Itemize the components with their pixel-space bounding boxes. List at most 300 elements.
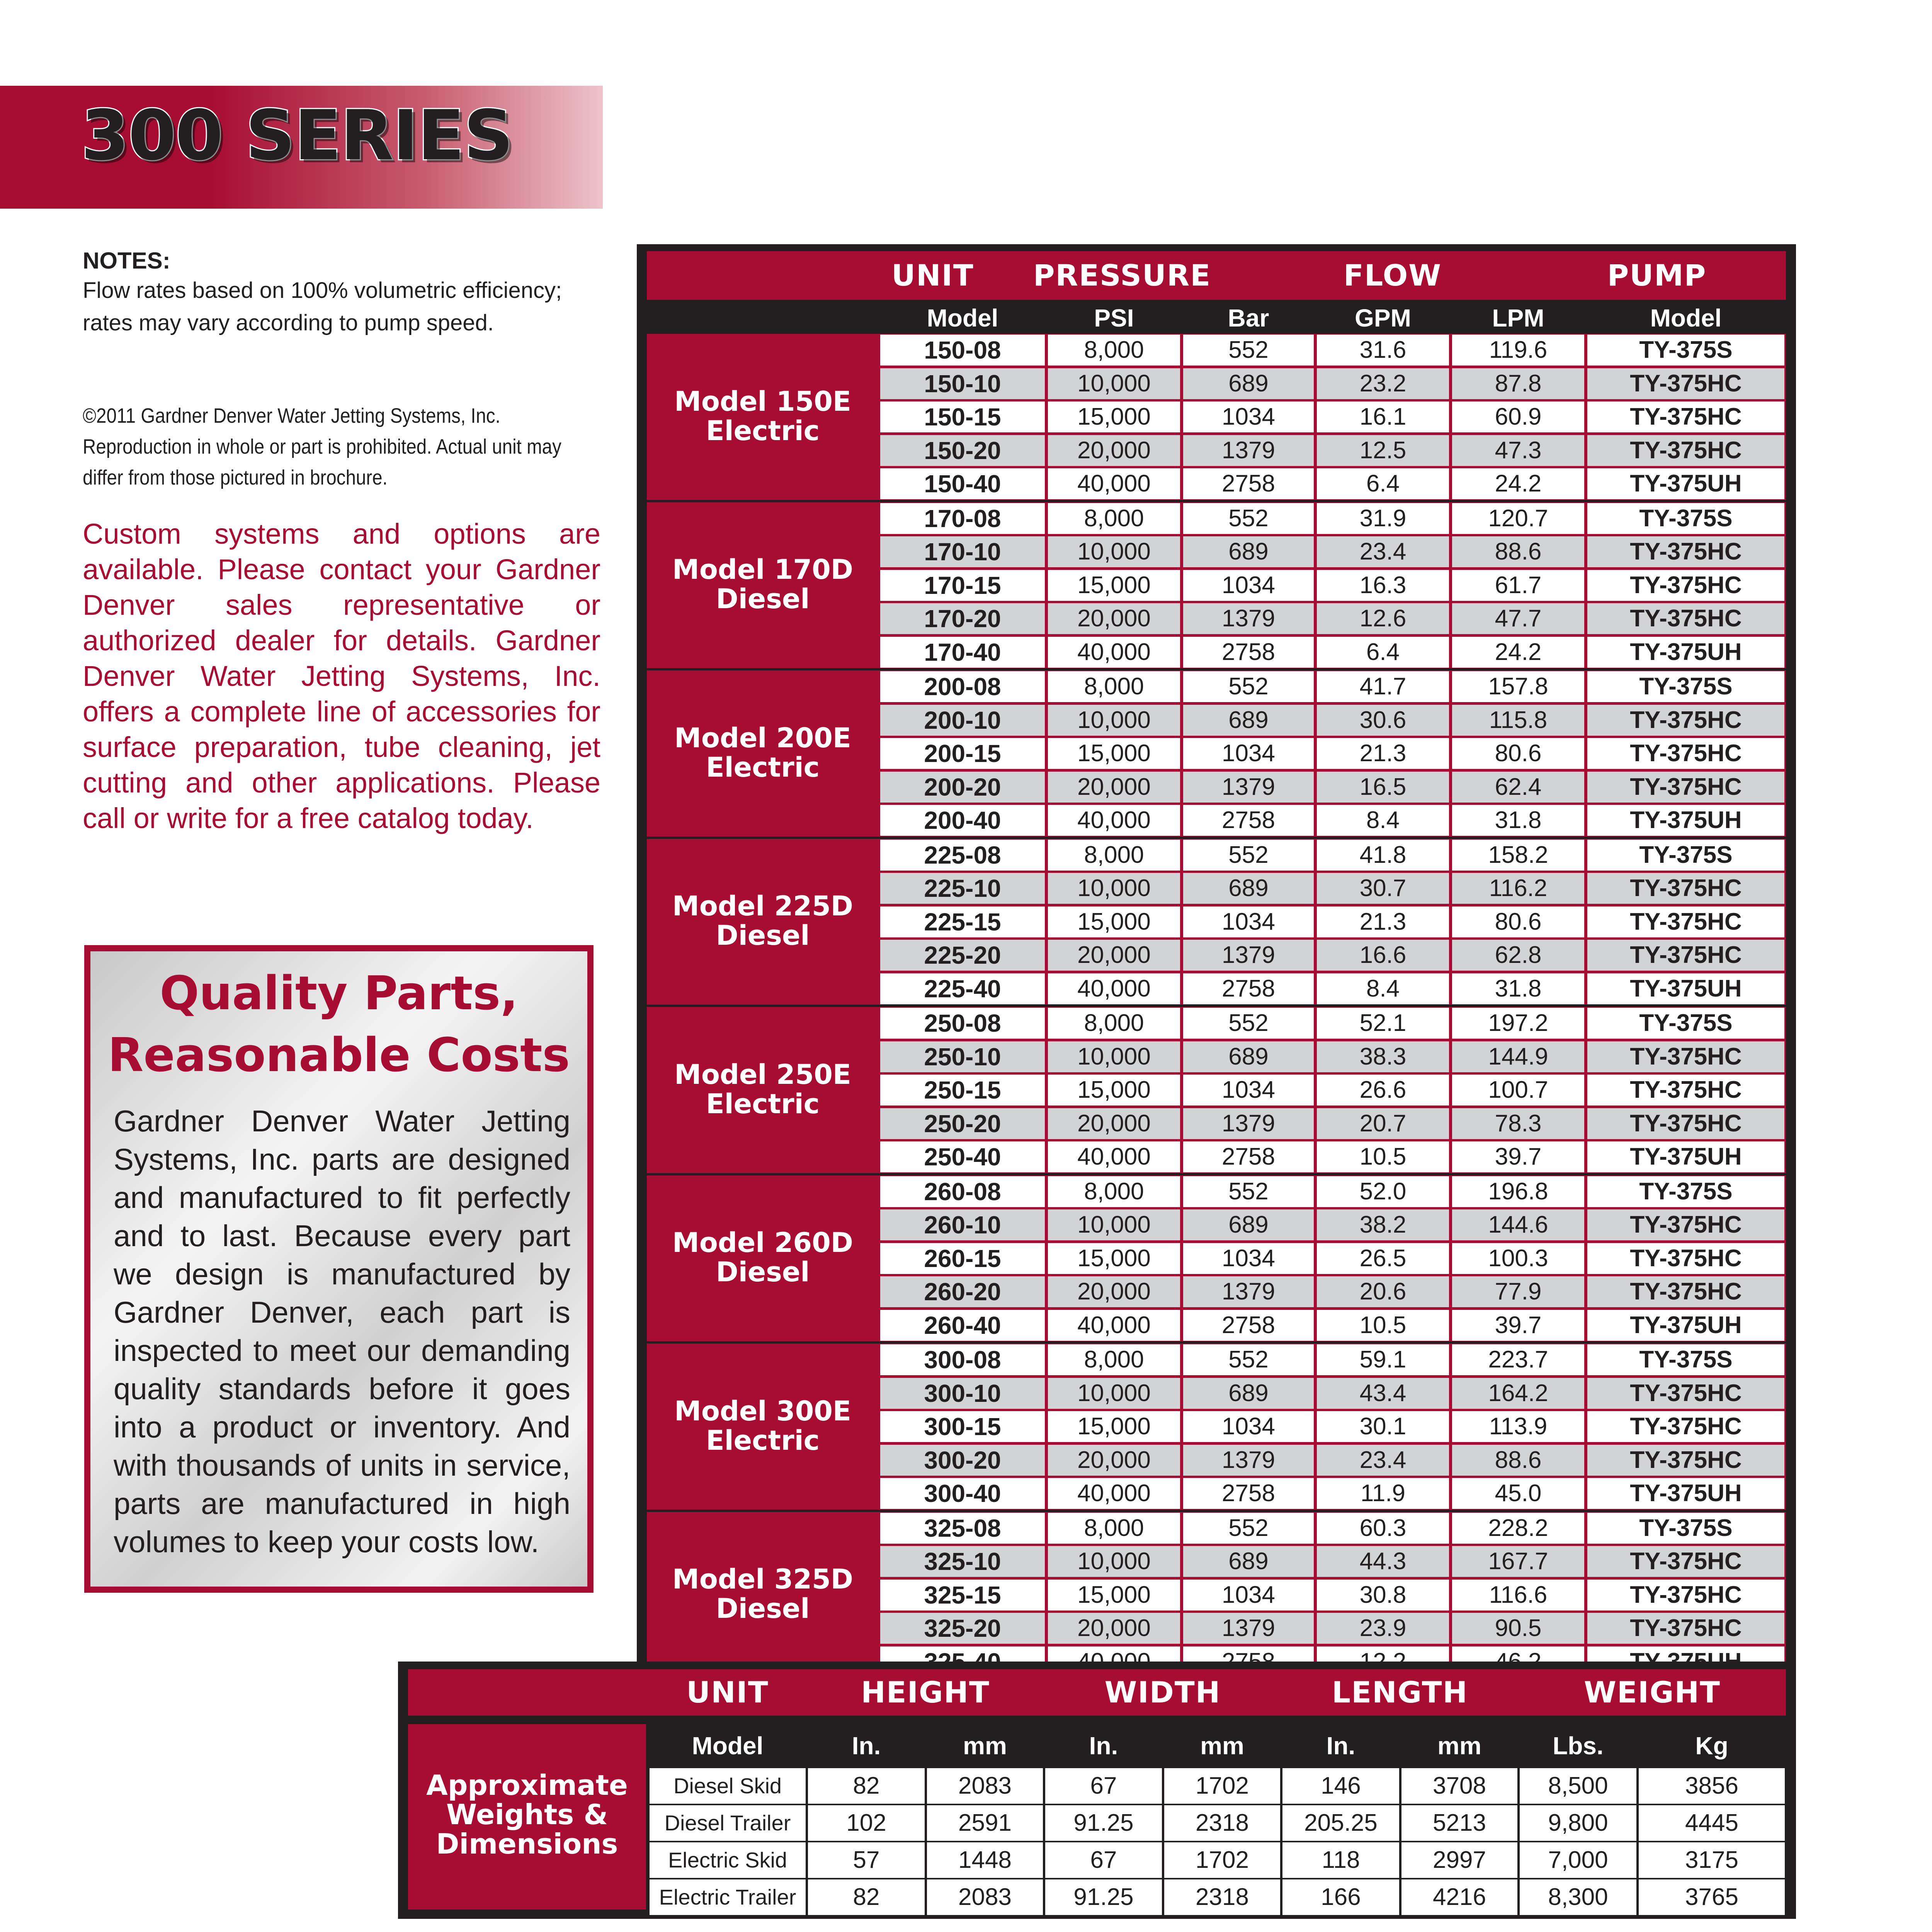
cell-bar: 1034 [1183,401,1314,432]
cell-bar: 2758 [1183,805,1314,836]
cell-pump: TY-375HC [1587,401,1784,432]
cell-lpm: 113.9 [1452,1411,1584,1442]
table-row [879,737,1786,770]
cell-bar: 1034 [1183,1243,1314,1274]
dim-subheader-length-in: In. [1326,1732,1355,1760]
cell-pump: TY-375HC [1587,1041,1784,1072]
cell-bar: 1379 [1183,1276,1314,1307]
cell-model: 200-15 [880,738,1045,769]
notes-heading: NOTES: [83,248,170,274]
cell-lpm: 39.7 [1452,1310,1584,1341]
cell-model: 170-20 [880,603,1045,634]
cell-pump: TY-375S [1587,671,1784,702]
cell-gpm: 59.1 [1317,1344,1449,1375]
cell-pump: TY-375HC [1587,1378,1784,1409]
cell-psi: 8,000 [1048,671,1180,702]
cell-gpm: 30.7 [1317,873,1449,904]
cell-psi: 20,000 [1048,772,1180,803]
cell-gpm: 26.5 [1317,1243,1449,1274]
cell-model: Diesel Skid [650,1768,806,1804]
table-row [879,1579,1786,1611]
cell-psi: 20,000 [1048,603,1180,634]
cell-length-in: 205.25 [1282,1805,1399,1841]
cell-psi: 15,000 [1048,738,1180,769]
unit-label-line: Model 250E [674,1058,851,1090]
dim-header-weight: WEIGHT [1584,1675,1721,1709]
cell-bar: 1379 [1183,603,1314,634]
cell-lpm: 88.6 [1452,1445,1584,1476]
cell-psi: 15,000 [1048,1411,1180,1442]
table-row [879,1209,1786,1241]
unit-group-label [647,387,879,446]
cell-model: 260-20 [880,1276,1045,1307]
unit-group-label [647,723,879,782]
unit-label-line: Electric [706,1424,820,1456]
cell-pump: TY-375HC [1587,1075,1784,1105]
table-row [879,1344,1786,1376]
notes-body: Flow rates based on 100% volumetric efficiency; rates may vary according to pump speed. [83,278,562,335]
cell-bar: 1034 [1183,906,1314,937]
cell-psi: 15,000 [1048,1243,1180,1274]
cell-lpm: 100.3 [1452,1243,1584,1274]
cell-length-in: 118 [1282,1842,1399,1878]
cell-lpm: 157.8 [1452,671,1584,702]
table-row [879,434,1786,467]
cell-pump: TY-375S [1587,1008,1784,1039]
cell-pump: TY-375HC [1587,1411,1784,1442]
cell-model: 300-15 [880,1411,1045,1442]
cell-model: 325-20 [880,1613,1045,1644]
cell-model: 225-08 [880,840,1045,871]
cell-gpm: 11.9 [1317,1478,1449,1509]
unit-group-label [647,555,879,614]
cell-pump: TY-375UH [1587,468,1784,499]
cell-pump: TY-375HC [1587,738,1784,769]
cell-pump: TY-375HC [1587,570,1784,601]
dim-subheader-model: Model [692,1732,764,1760]
cell-psi: 15,000 [1048,1075,1180,1105]
cell-bar: 1034 [1183,1580,1314,1611]
cell-lpm: 31.8 [1452,805,1584,836]
cell-gpm: 21.3 [1317,906,1449,937]
cell-model: 200-08 [880,671,1045,702]
table-row [879,1612,1786,1645]
cell-model: 150-08 [880,335,1045,366]
cell-bar: 1379 [1183,1613,1314,1644]
cell-gpm: 20.6 [1317,1276,1449,1307]
cell-pump: TY-375S [1587,1176,1784,1207]
cell-weight-lbs: 8,500 [1520,1768,1636,1804]
unit-label-line: Model 170D [672,554,853,586]
cell-gpm: 52.0 [1317,1176,1449,1207]
cell-length-mm: 5213 [1401,1805,1517,1841]
cell-psi: 10,000 [1048,705,1180,736]
cell-pump: TY-375HC [1587,1243,1784,1274]
cell-model: 260-08 [880,1176,1045,1207]
cell-lpm: 80.6 [1452,906,1584,937]
cell-model: 150-10 [880,368,1045,399]
cell-model: Electric Skid [650,1842,806,1878]
table-row [879,939,1786,971]
cell-lpm: 24.2 [1452,637,1584,668]
cell-lpm: 24.2 [1452,468,1584,499]
cell-lpm: 80.6 [1452,738,1584,769]
cell-psi: 8,000 [1048,503,1180,534]
cell-psi: 20,000 [1048,1613,1180,1644]
table-row [879,1410,1786,1443]
cell-lpm: 158.2 [1452,840,1584,871]
cell-pump: TY-375HC [1587,873,1784,904]
table-row [879,973,1786,1005]
cell-pump: TY-375HC [1587,536,1784,567]
dimensions-table [398,1662,1796,1919]
cell-model: 325-08 [880,1513,1045,1544]
table-row [879,1276,1786,1308]
table-row [879,334,1786,366]
dim-header-unit: UNIT [686,1675,769,1709]
cell-model: 300-08 [880,1344,1045,1375]
cell-width-mm: 1702 [1164,1768,1280,1804]
cell-pump: TY-375HC [1587,1580,1784,1611]
unit-label-line: Model 150E [674,385,851,417]
cell-model: 225-40 [880,973,1045,1004]
table-row [879,1545,1786,1578]
cell-lpm: 144.9 [1452,1041,1584,1072]
cell-gpm: 30.1 [1317,1411,1449,1442]
table-row [879,1444,1786,1476]
cell-height-mm: 2591 [927,1805,1043,1841]
unit-label-line: Electric [706,1088,820,1120]
cell-lpm: 77.9 [1452,1276,1584,1307]
cell-lpm: 47.3 [1452,435,1584,466]
cell-gpm: 44.3 [1317,1546,1449,1577]
cell-bar: 2758 [1183,637,1314,668]
cell-pump: TY-375UH [1587,637,1784,668]
cell-weight-kg: 3856 [1639,1768,1785,1804]
header-unit: UNIT [891,258,974,293]
table-row [879,1141,1786,1173]
cell-psi: 20,000 [1048,435,1180,466]
cell-bar: 552 [1183,1008,1314,1039]
cell-gpm: 10.5 [1317,1141,1449,1172]
cell-psi: 10,000 [1048,1378,1180,1409]
cell-pump: TY-375HC [1587,772,1784,803]
dim-header-height: HEIGHT [861,1675,990,1709]
header-pump: PUMP [1607,258,1707,293]
cell-gpm: 8.4 [1317,805,1449,836]
unit-label-line: Electric [706,415,820,447]
table-row [879,502,1786,535]
unit-label-line: Diesel [716,1256,810,1288]
cell-psi: 20,000 [1048,1276,1180,1307]
cell-gpm: 30.8 [1317,1580,1449,1611]
table-row [648,1804,1786,1842]
cell-lpm: 88.6 [1452,536,1584,567]
cell-model: 260-40 [880,1310,1045,1341]
cell-lpm: 115.8 [1452,705,1584,736]
cell-gpm: 16.6 [1317,940,1449,971]
table-row [879,704,1786,736]
cell-gpm: 38.2 [1317,1209,1449,1240]
cell-bar: 552 [1183,1513,1314,1544]
cell-height-in: 102 [808,1805,925,1841]
cell-pump: TY-375S [1587,1513,1784,1544]
cell-weight-kg: 3175 [1639,1842,1785,1878]
subheader-bar: Bar [1228,304,1269,332]
cell-pump: TY-375HC [1587,368,1784,399]
performance-group-header [647,251,1786,300]
performance-table [637,244,1796,1664]
cell-pump: TY-375S [1587,335,1784,366]
table-row [879,602,1786,635]
subheader-psi: PSI [1094,304,1134,332]
copyright-text: ©2011 Gardner Denver Water Jetting Systems, Inc. Reproduction in whole or part is prohibited. Actual unit may differ from those pictured in brochure. [83,404,561,489]
cell-gpm: 52.1 [1317,1008,1449,1039]
cell-lpm: 116.2 [1452,873,1584,904]
cell-bar: 2758 [1183,1478,1314,1509]
cell-length-mm: 2997 [1401,1842,1517,1878]
cell-bar: 689 [1183,536,1314,567]
cell-psi: 10,000 [1048,873,1180,904]
cell-model: 325-10 [880,1546,1045,1577]
cell-psi: 10,000 [1048,1209,1180,1240]
cell-psi: 40,000 [1048,1310,1180,1341]
cell-pump: TY-375HC [1587,1276,1784,1307]
cell-psi: 8,000 [1048,1008,1180,1039]
cell-model: 150-20 [880,435,1045,466]
cell-model: 250-08 [880,1008,1045,1039]
unit-label-line: Model 260D [672,1227,853,1259]
cell-pump: TY-375HC [1587,1209,1784,1240]
cell-psi: 40,000 [1048,805,1180,836]
cell-lpm: 100.7 [1452,1075,1584,1105]
cell-lpm: 223.7 [1452,1344,1584,1375]
table-row [879,1477,1786,1510]
cell-model: 225-10 [880,873,1045,904]
cell-gpm: 12.5 [1317,435,1449,466]
subheader-pump-model: Model [1650,304,1722,332]
cell-bar: 552 [1183,1176,1314,1207]
cell-lpm: 39.7 [1452,1141,1584,1172]
cell-bar: 552 [1183,840,1314,871]
cell-model: 150-40 [880,468,1045,499]
table-row [879,1175,1786,1208]
cell-model: 170-10 [880,536,1045,567]
cell-lpm: 164.2 [1452,1378,1584,1409]
cell-lpm: 144.6 [1452,1209,1584,1240]
cell-width-mm: 2318 [1164,1879,1280,1915]
dim-subheader-height-mm: mm [963,1732,1007,1760]
cell-height-mm: 2083 [927,1879,1043,1915]
table-row [879,670,1786,703]
table-row [879,839,1786,871]
cell-lpm: 119.6 [1452,335,1584,366]
cell-height-in: 82 [808,1768,925,1804]
cell-gpm: 30.6 [1317,705,1449,736]
cell-model: 225-20 [880,940,1045,971]
cell-gpm: 20.7 [1317,1108,1449,1139]
cell-bar: 2758 [1183,1310,1314,1341]
cell-pump: TY-375UH [1587,973,1784,1004]
cell-pump: TY-375UH [1587,1310,1784,1341]
cell-lpm: 31.8 [1452,973,1584,1004]
cell-bar: 1034 [1183,1411,1314,1442]
cell-bar: 552 [1183,335,1314,366]
unit-group-label [647,891,879,950]
cell-psi: 15,000 [1048,401,1180,432]
unit-label-line: Model 200E [674,722,851,754]
cell-psi: 15,000 [1048,1580,1180,1611]
unit-label-line: Diesel [716,583,810,615]
cell-model: 250-10 [880,1041,1045,1072]
cell-model: 300-20 [880,1445,1045,1476]
cell-psi: 40,000 [1048,1141,1180,1172]
cell-bar: 689 [1183,1378,1314,1409]
cell-gpm: 26.6 [1317,1075,1449,1105]
cell-lpm: 60.9 [1452,401,1584,432]
dimensions-side-label [408,1724,646,1910]
cell-gpm: 31.6 [1317,335,1449,366]
cell-weight-lbs: 7,000 [1520,1842,1636,1878]
quality-parts-box [84,945,594,1593]
cell-length-mm: 3708 [1401,1768,1517,1804]
table-row [879,1377,1786,1410]
cell-bar: 2758 [1183,468,1314,499]
cell-pump: TY-375HC [1587,906,1784,937]
cell-width-in: 67 [1045,1842,1162,1878]
cell-model: 200-40 [880,805,1045,836]
cell-gpm: 23.2 [1317,368,1449,399]
cell-length-in: 146 [1282,1768,1399,1804]
cell-gpm: 16.3 [1317,570,1449,601]
cell-psi: 8,000 [1048,335,1180,366]
cell-bar: 552 [1183,1344,1314,1375]
cell-bar: 552 [1183,671,1314,702]
cell-gpm: 23.4 [1317,536,1449,567]
cell-bar: 689 [1183,873,1314,904]
cell-lpm: 87.8 [1452,368,1584,399]
cell-psi: 8,000 [1048,1513,1180,1544]
side-label-line3: Dimensions [436,1828,618,1860]
cell-width-mm: 1702 [1164,1842,1280,1878]
cell-pump: TY-375S [1587,503,1784,534]
cell-pump: TY-375UH [1587,805,1784,836]
subheader-model: Model [927,304,998,332]
table-row [879,536,1786,568]
table-row [879,1107,1786,1140]
cell-lpm: 120.7 [1452,503,1584,534]
cell-model: 260-15 [880,1243,1045,1274]
cell-bar: 1379 [1183,1108,1314,1139]
cell-width-in: 91.25 [1045,1879,1162,1915]
cell-model: 300-10 [880,1378,1045,1409]
cell-lpm: 116.6 [1452,1580,1584,1611]
cell-psi: 8,000 [1048,840,1180,871]
cell-model: 250-40 [880,1141,1045,1172]
cell-bar: 1379 [1183,940,1314,971]
cell-psi: 10,000 [1048,536,1180,567]
table-row [879,1309,1786,1342]
header-pressure: PRESSURE [1033,258,1211,293]
table-row [879,1512,1786,1544]
cell-bar: 1379 [1183,1445,1314,1476]
cell-pump: TY-375S [1587,1344,1784,1375]
table-row [879,367,1786,400]
cell-weight-kg: 3765 [1639,1879,1785,1915]
table-row [879,569,1786,602]
cell-psi: 10,000 [1048,368,1180,399]
dim-subheader-width-in: In. [1089,1732,1118,1760]
cell-gpm: 31.9 [1317,503,1449,534]
cell-bar: 2758 [1183,973,1314,1004]
cell-model: 225-15 [880,906,1045,937]
cell-height-mm: 2083 [927,1768,1043,1804]
cell-psi: 15,000 [1048,906,1180,937]
cell-lpm: 196.8 [1452,1176,1584,1207]
cell-gpm: 38.3 [1317,1041,1449,1072]
table-row [879,636,1786,668]
cell-bar: 689 [1183,1546,1314,1577]
cell-bar: 1034 [1183,570,1314,601]
cell-bar: 552 [1183,503,1314,534]
cell-pump: TY-375UH [1587,1478,1784,1509]
cell-pump: TY-375HC [1587,603,1784,634]
unit-label-line: Electric [706,751,820,783]
cell-model: 170-40 [880,637,1045,668]
table-row [879,468,1786,500]
cell-length-mm: 4216 [1401,1879,1517,1915]
side-label-line2: Weights & [446,1798,608,1831]
unit-label-line: Model 300E [674,1395,851,1427]
cell-pump: TY-375HC [1587,705,1784,736]
unit-group-label [647,1396,879,1455]
page-title: 300 SERIES [81,95,513,175]
cell-bar: 2758 [1183,1141,1314,1172]
custom-systems-text: Custom systems and options are available. Please contact your Gardner Denver sales representative or authorized dealer for details. Gardner Denver Water Jetting Systems, Inc. offers a complete line of accessories for surface preparation, tube cleaning, jet cutting and other applications. Please call or write for a free catalog today. [83,518,600,834]
table-row [879,906,1786,938]
cell-bar: 1379 [1183,435,1314,466]
table-row [879,804,1786,837]
cell-lpm: 62.8 [1452,940,1584,971]
cell-pump: TY-375S [1587,840,1784,871]
cell-gpm: 60.3 [1317,1513,1449,1544]
cell-lpm: 45.0 [1452,1478,1584,1509]
cell-psi: 10,000 [1048,1546,1180,1577]
unit-group-label [647,1565,879,1623]
unit-label-line: Model 225D [672,890,853,922]
table-row [879,401,1786,433]
cell-bar: 1034 [1183,738,1314,769]
cell-weight-lbs: 8,300 [1520,1879,1636,1915]
table-row [648,1842,1786,1879]
unit-group-label [647,1228,879,1287]
cell-pump: TY-375HC [1587,940,1784,971]
cell-width-in: 67 [1045,1768,1162,1804]
cell-psi: 8,000 [1048,1176,1180,1207]
cell-bar: 1379 [1183,772,1314,803]
cell-lpm: 62.4 [1452,772,1584,803]
cell-model: 150-15 [880,401,1045,432]
cell-bar: 689 [1183,705,1314,736]
subheader-lpm: LPM [1492,304,1544,332]
cell-height-in: 57 [808,1842,925,1878]
dim-subheader-length-mm: mm [1437,1732,1481,1760]
cell-gpm: 6.4 [1317,468,1449,499]
table-row [648,1767,1786,1804]
quality-title: Quality Parts, Reasonable Costs [108,967,570,1082]
table-row [879,1007,1786,1039]
cell-model: 250-20 [880,1108,1045,1139]
